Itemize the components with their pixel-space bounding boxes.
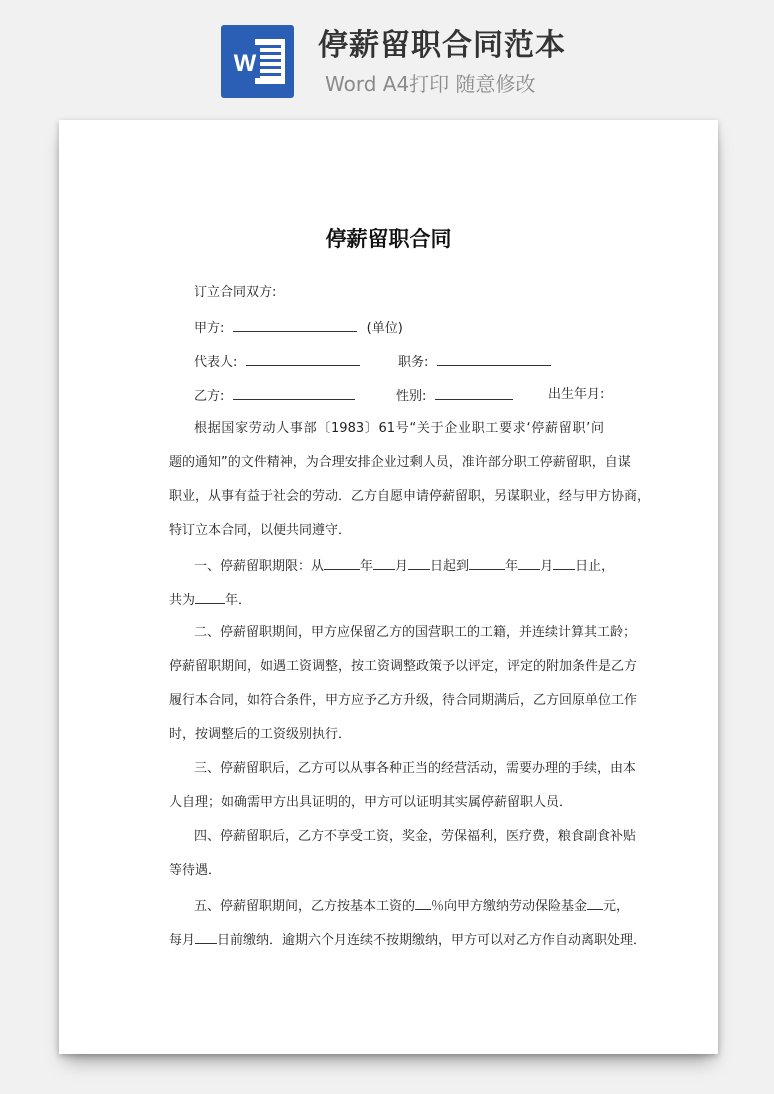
gender-line (396, 385, 513, 407)
clause-5-text: 日前缴纳．逾期六个月连续不按期缴纳，甲方可以对乙方作自动离职处理． (217, 933, 647, 948)
duty-blank[interactable] (437, 351, 551, 366)
clause-1-text: 月 (540, 559, 554, 574)
party-a-blank[interactable] (233, 317, 357, 332)
gender-label: 性别: (396, 389, 427, 404)
clause-4-line: 等待遇． (169, 863, 222, 878)
party-b-blank[interactable] (233, 385, 355, 400)
clause-3-line: 三、停薪留职后，乙方可以从事各种正当的经营活动，需要办理的手续，由本 (194, 761, 637, 776)
clause-1-text: 年 (505, 559, 519, 574)
clause-1-text: 一、停薪留职期限：从 (194, 559, 325, 574)
clause-1-text: 年． (225, 593, 252, 608)
clause-5-text: ％向甲方缴纳劳动保险基金 (431, 899, 588, 914)
clause-4-line: 四、停薪留职后，乙方不享受工资，奖金，劳保福利，医疗费，粮食副食补贴 (194, 829, 637, 844)
party-b-line (194, 385, 355, 407)
page-title: 停薪留职合同范本 (318, 28, 566, 63)
paragraph-line: 特订立本合同，以便共同遵守． (169, 523, 352, 538)
clause-1-blank[interactable] (469, 555, 505, 570)
parties-intro: 订立合同双方: (194, 285, 277, 300)
clause-1-blank[interactable] (518, 555, 540, 570)
clause-3-line: 人自理；如确需甲方出具证明的，甲方可以证明其实属停薪留职人员． (169, 795, 573, 810)
clause-5-blank[interactable] (195, 929, 217, 944)
document-page (59, 120, 718, 1054)
clause-5-text: 每月 (169, 933, 196, 948)
clause-5-line (194, 895, 629, 917)
clause-5-blank[interactable] (415, 895, 431, 910)
word-icon (221, 25, 294, 98)
clause-1-text: 日起到 (430, 559, 470, 574)
clause-1-text: 共为 (169, 593, 196, 608)
birth-label: 出生年月: (548, 387, 605, 402)
clause-1-blank[interactable] (553, 555, 575, 570)
party-a-unit: (单位) (366, 321, 403, 336)
rep-blank[interactable] (246, 351, 360, 366)
word-logo-letter: W (233, 50, 257, 77)
representative-line (194, 351, 360, 373)
clause-5-text: 元， (603, 899, 630, 914)
duty-line (398, 351, 551, 373)
clause-1-text: 月 (395, 559, 409, 574)
rep-label: 代表人: (194, 355, 238, 370)
duty-label: 职务: (398, 355, 429, 370)
clause-1-blank[interactable] (324, 555, 360, 570)
paragraph-line: 职业，从事有益于社会的劳动．乙方自愿申请停薪留职，另谋职业，经与甲方协商， (169, 489, 651, 504)
paragraph-line: 题的通知”的文件精神，为合理安排企业过剩人员，准许部分职工停薪留职，自谋 (169, 455, 631, 470)
gender-blank[interactable] (435, 385, 513, 400)
clause-2-line: 二、停薪留职期间，甲方应保留乙方的国营职工的工籍，并连续计算其工龄； (194, 625, 637, 640)
clause-1-text: 日止， (575, 559, 615, 574)
clause-5-line-2 (169, 929, 646, 951)
clause-5-text: 五、停薪留职期间，乙方按基本工资的 (194, 899, 416, 914)
clause-1-blank[interactable] (195, 589, 225, 604)
clause-5-blank[interactable] (587, 895, 603, 910)
clause-2-line: 履行本合同，如符合条件，甲方应予乙方升级，待合同期满后，乙方回原单位工作 (169, 693, 638, 708)
page-subtitle: Word A4打印 随意修改 (325, 72, 536, 96)
party-a-label: 甲方: (194, 321, 225, 336)
clause-1-line-2 (169, 589, 251, 611)
clause-2-line: 时，按调整后的工资级别执行． (169, 727, 352, 742)
banner-header (0, 0, 774, 110)
clause-1-line (194, 555, 614, 577)
party-b-label: 乙方: (194, 389, 225, 404)
clause-1-blank[interactable] (408, 555, 430, 570)
clause-1-text: 年 (360, 559, 374, 574)
paragraph-line: 根据国家劳动人事部〔1983〕61号“关于企业职工要求‘停薪留职’问 (194, 421, 604, 436)
clause-2-line: 停薪留职期间，如遇工资调整，按工资调整政策予以评定，评定的附加条件是乙方 (169, 659, 638, 674)
document-title: 停薪留职合同 (325, 227, 452, 251)
clause-1-blank[interactable] (373, 555, 395, 570)
party-a-line (194, 317, 403, 339)
